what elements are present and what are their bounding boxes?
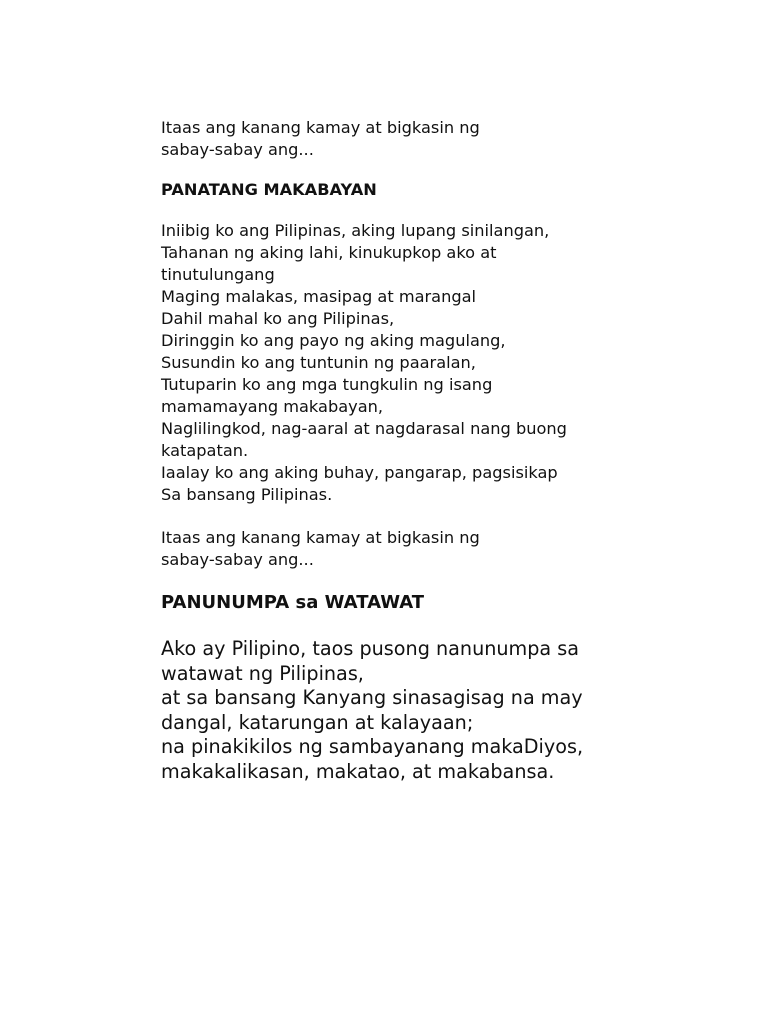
second-instruction [161, 527, 631, 571]
section-spacer [161, 571, 631, 591]
panata-line: Diringgin ko ang payo ng aking magulang, [161, 331, 506, 350]
panunumpa-line: na pinakikilos ng sambayanang makaDiyos, [161, 735, 584, 758]
panata-line: Maging malakas, masipag at marangal [161, 287, 477, 306]
document-page [161, 117, 631, 784]
panata-line: katapatan. [161, 441, 249, 460]
instruction-line: sabay-sabay ang... [161, 550, 314, 569]
instruction-line: Itaas ang kanang kamay at bigkasin ng [161, 528, 480, 547]
section-spacer [161, 615, 631, 637]
section-spacer [161, 201, 631, 220]
instruction-line: Itaas ang kanang kamay at bigkasin ng [161, 118, 480, 137]
panunumpa-line: makakalikasan, makatao, at makabansa. [161, 759, 555, 783]
panata-line: Sa bansang Pilipinas. [161, 485, 333, 504]
instruction-line: sabay-sabay ang... [161, 140, 314, 159]
panunumpa-sa-watawat-text [161, 637, 631, 784]
panata-line: Tutuparin ko ang mga tungkulin ng isang [161, 375, 493, 394]
panata-line: Iaalay ko ang aking buhay, pangarap, pagsisikap [161, 463, 558, 482]
section-spacer [161, 161, 631, 179]
panata-line: Susundin ko ang tuntunin ng paaralan, [161, 353, 476, 372]
panunumpa-sa-watawat-heading: PANUNUMPA sa WATAWAT [161, 592, 425, 613]
panata-line: mamamayang makabayan, [161, 397, 384, 416]
panata-line: tinutulungang [161, 265, 275, 284]
panunumpa-line: watawat ng Pilipinas, [161, 661, 364, 685]
panunumpa-line: dangal, katarungan at kalayaan; [161, 710, 474, 734]
panunumpa-line: at sa bansang Kanyang sinasagisag na may [161, 686, 583, 709]
first-instruction [161, 117, 631, 161]
panata-line: Naglilingkod, nag-aaral at nagdarasal nang buong [161, 419, 567, 438]
panunumpa-line: Ako ay Pilipino, taos pusong nanunumpa sa [161, 637, 580, 660]
panata-line: Iniibig ko ang Pilipinas, aking lupang sinilangan, [161, 221, 550, 240]
panata-line: Dahil mahal ko ang Pilipinas, [161, 309, 395, 328]
section-spacer [161, 506, 631, 527]
panatang-makabayan-text [161, 220, 631, 506]
panatang-makabayan-heading: PANATANG MAKABAYAN [161, 180, 377, 199]
panata-line: Tahanan ng aking lahi, kinukupkop ako at [161, 243, 497, 262]
